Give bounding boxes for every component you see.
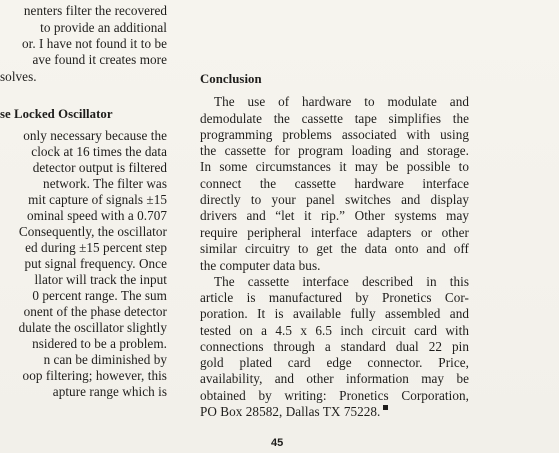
right-text-line: the cassette for program loading and storage. [200, 143, 469, 158]
left-text-line: onent of the phase detector [23, 304, 167, 319]
right-text-line: gold plated card edge connector. Price, [200, 355, 469, 370]
page-number: 45 [271, 437, 284, 449]
right-text-line: directly to your panel switches and display [200, 192, 469, 207]
right-text-line: article is manufactured by Pronetics Cor- [200, 290, 469, 305]
left-text-line: solves. [0, 69, 37, 84]
section-heading: se Locked Oscillator [0, 107, 113, 121]
left-text-line: clock at 16 times the data [31, 144, 167, 159]
left-column [0, 0, 167, 453]
left-text-line: put signal frequency. Once [24, 256, 167, 271]
left-text-line: dulate the oscillator slightly [18, 320, 167, 335]
right-text-line: In some circumstances it may be possible to [200, 159, 469, 174]
left-text-line: ave found it creates more [32, 52, 167, 67]
left-text-line: to provide an additional [40, 20, 167, 35]
right-text-line [200, 404, 388, 419]
right-text-line: drivers and “let it rip.” Other systems may [200, 208, 469, 223]
left-text-line: mit capture of signals ±15 [28, 192, 167, 207]
left-text-line: Consequently, the oscillator [18, 224, 167, 239]
right-text-line: poration. It is available fully assembled and [200, 306, 469, 321]
right-text-line: The cassette interface described in this [214, 274, 469, 289]
right-text-line: The use of hardware to modulate and [214, 94, 469, 109]
right-text-line: tested on a 4.5 x 6.5 inch circuit card with [200, 323, 469, 338]
left-text-line: detector output is filtered [32, 160, 167, 175]
left-text-line: nsidered to be a problem. [32, 336, 167, 351]
left-text-line: apture range which is [52, 384, 167, 399]
left-text-line: ominal speed with a 0.707 [26, 208, 167, 223]
left-text-line: or. I have not found it to be [21, 36, 167, 51]
right-text-line: similar circuitry to get the data onto and off [200, 241, 469, 256]
conclusion-heading: Conclusion [200, 72, 262, 86]
right-text-line: require peripheral interface adapters or other [200, 225, 469, 240]
left-text-line: nenters filter the recovered [23, 3, 167, 18]
left-text-line: n can be diminished by [43, 352, 167, 367]
right-text-line: the computer data bus. [200, 258, 321, 273]
right-text-line: obtained by writing: Pronetics Corporation, [200, 388, 469, 403]
left-text-line: network. The filter was [43, 176, 167, 191]
left-text-line: only necessary because the [23, 128, 167, 143]
right-text-line-content: PO Box 28582, Dallas TX 75228. [200, 404, 381, 419]
right-text-line: connections through a standard dual 22 pin [200, 339, 469, 354]
right-text-line: programming problems associated with using [200, 127, 469, 142]
right-text-line: demodulate the cassette tape simplifies the [200, 111, 469, 126]
left-text-line: ed during ±15 percent step [25, 240, 167, 255]
end-of-article-mark [383, 405, 388, 410]
left-text-line: llator will track the input [34, 272, 167, 287]
left-text-line: oop filtering; however, this [22, 368, 167, 383]
left-text-line: 0 percent range. The sum [32, 288, 167, 303]
right-text-line: connect the cassette hardware interface [200, 176, 469, 191]
right-text-line: availability, and other information may be [200, 371, 469, 386]
